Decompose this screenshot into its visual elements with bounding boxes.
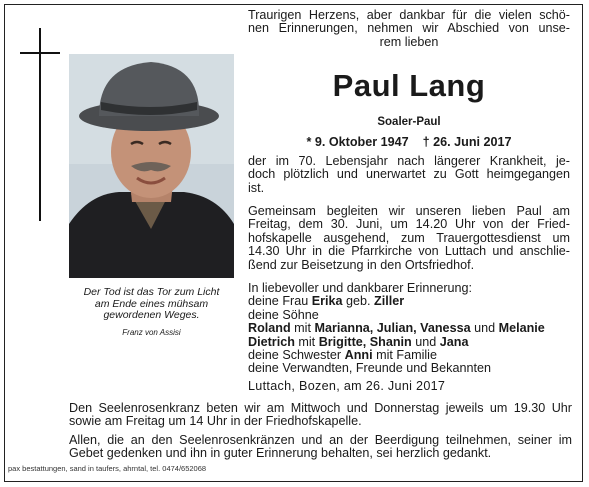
quote <box>69 287 234 322</box>
nickname: Soaler-Paul <box>377 116 441 128</box>
quote-author: Franz von Assisi <box>122 328 181 337</box>
sister-name: Anni <box>344 348 373 363</box>
cross-horizontal-bar <box>20 52 60 54</box>
intro-text <box>248 9 570 49</box>
cross-vertical-bar <box>39 28 41 221</box>
thanks-line: Allen, die an den Seelenrosenkränzen und an der Beerdigung teilnehmen, seiner im <box>69 433 572 447</box>
mourners-intro: In liebevoller und dankbarer Erinnerung: <box>248 281 473 295</box>
place-date: Luttach, Bozen, am 26. Juni 2017 <box>248 379 446 393</box>
text: deine Schwester <box>248 348 345 363</box>
son-family-last: Jana <box>439 334 469 349</box>
text: und <box>470 321 499 336</box>
text: und <box>411 334 440 349</box>
mourner-sister <box>248 349 570 362</box>
funeral-line: 14.30 Uhr in die Pfarrkirche von Luttach und anschlie- <box>248 244 570 259</box>
son-name: Dietrich <box>248 334 295 349</box>
death-text-line: doch plötzlich und unerwartet zu Gott heimgegangen <box>248 167 570 182</box>
funeral-line: Gemeinsam begleiten wir unseren lieben Paul am <box>248 204 570 218</box>
mourner-relatives: deine Verwandten, Freunde und Bekannten <box>248 361 491 376</box>
death-text-line: der im 70. Lebensjahr nach längerer Krankheit, je- <box>248 154 570 168</box>
wife-maiden-name: Ziller <box>374 294 405 309</box>
text: geb. <box>342 294 375 309</box>
death-date: † 26. Juni 2017 <box>422 135 512 149</box>
text: mit Familie <box>372 348 437 363</box>
deceased-name: Paul Lang <box>332 68 486 103</box>
rosary-text <box>69 402 572 429</box>
funeral-line: ßend zur Beisetzung in den Ortsfriedhof. <box>248 257 475 272</box>
intro-line: rem lieben <box>379 34 439 49</box>
intro-line: nen Erinnerungen, nehmen wir Abschied von unse- <box>248 21 570 36</box>
rosary-line: sowie am Freitag um 14 Uhr in der Friedhofskapelle. <box>69 414 362 429</box>
intro-line: Traurigen Herzens, aber dankbar für die vielen schö- <box>248 8 570 22</box>
life-dates <box>248 135 570 149</box>
quote-line: am Ende eines mühsam <box>94 297 209 310</box>
wife-name: Erika <box>311 294 343 309</box>
sons-label: deine Söhne <box>248 307 319 322</box>
son-family-last: Melanie <box>498 321 545 336</box>
funeral-home-footer: pax bestattungen, sand in taufers, ahrntal, tel. 0474/652068 <box>8 464 207 473</box>
son-family: Brigitte, Shanin <box>318 334 412 349</box>
portrait-photo <box>69 54 234 278</box>
death-text-line: ist. <box>248 180 265 195</box>
death-text <box>248 155 570 195</box>
mourner-son2 <box>248 336 570 349</box>
birth-date: * 9. Oktober 1947 <box>306 135 409 149</box>
funeral-text <box>248 205 570 272</box>
son-name: Roland <box>248 321 291 336</box>
text: mit <box>294 334 319 349</box>
thanks-line: Gebet gedenken und ihn in guter Erinnerung behalten, sei herzlich gedankt. <box>69 446 492 461</box>
mourner-wife <box>248 295 570 308</box>
mourners-list <box>248 282 570 376</box>
quote-line: gewordenen Weges. <box>103 309 200 321</box>
thanks-text <box>69 434 572 461</box>
funeral-line: hofskapelle ausgehend, zum Trauergottesdienst um <box>248 230 570 245</box>
mourner-son1 <box>248 322 570 335</box>
rosary-line: Den Seelenrosenkranz beten wir am Mittwoch und Donnerstag jeweils um 19.30 Uhr <box>69 401 572 415</box>
son-family: Marianna, Julian, Vanessa <box>314 321 471 336</box>
funeral-line: Freitag, dem 30. Juni, um 14.20 Uhr von der Fried- <box>248 217 570 232</box>
text: deine Frau <box>248 294 312 309</box>
text: mit <box>290 321 315 336</box>
quote-line: Der Tod ist das Tor zum Licht <box>83 286 220 298</box>
